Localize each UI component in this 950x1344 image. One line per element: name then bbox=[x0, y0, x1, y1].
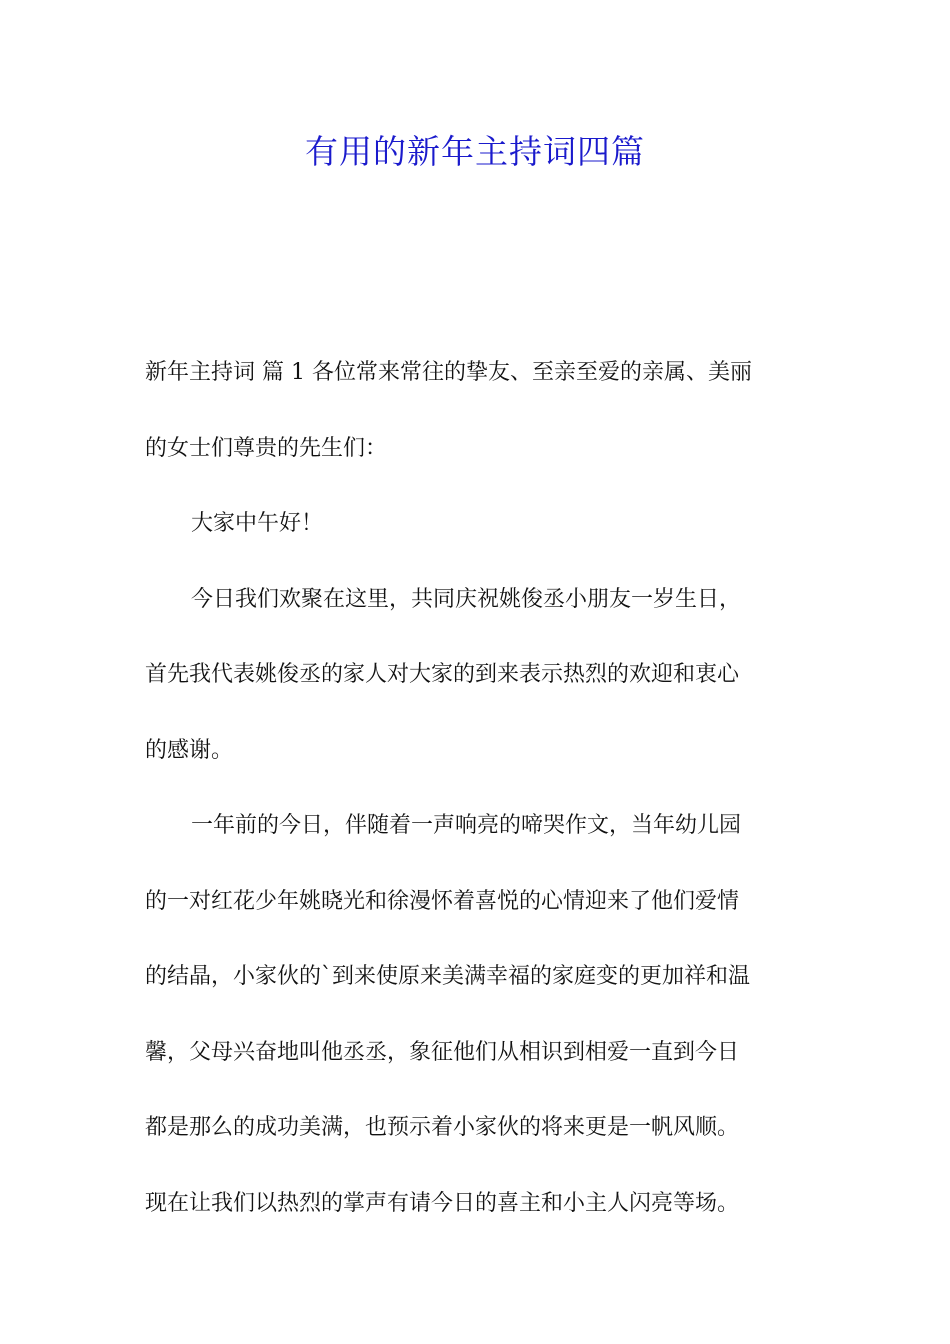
paragraph-line: 一年前的今日，伴随着一声响亮的啼哭作文，当年幼儿园 bbox=[191, 813, 742, 838]
document-body bbox=[145, 335, 810, 1241]
paragraph-line: 都是那么的成功美满，也预示着小家伙的将来更是一帆风顺。 bbox=[145, 1115, 740, 1140]
document-title: 有用的新年主持词四篇 bbox=[305, 132, 645, 171]
paragraph-line: 的女士们尊贵的先生们： bbox=[145, 435, 388, 461]
paragraph-line: 大家中午好！ bbox=[191, 511, 324, 536]
paragraph-line: 馨，父母兴奋地叫他丞丞，象征他们从相识到相爱一直到今日 bbox=[145, 1039, 740, 1065]
paragraph-line: 现在让我们以热烈的掌声有请今日的喜主和小主人闪亮等场。 bbox=[145, 1190, 740, 1216]
paragraph-line: 的一对红花少年姚晓光和徐漫怀着喜悦的心情迎来了他们爱情 bbox=[145, 888, 740, 914]
paragraph-line: 今日我们欢聚在这里，共同庆祝姚俊丞小朋友一岁生日， bbox=[191, 586, 742, 612]
paragraph-line: 新年主持词 篇 1 各位常来常往的挚友、至亲至爱的亲属、美丽 bbox=[145, 360, 752, 385]
paragraph-line: 的感谢。 bbox=[145, 737, 234, 763]
paragraph-line: 首先我代表姚俊丞的家人对大家的到来表示热烈的欢迎和衷心 bbox=[145, 662, 740, 687]
paragraph-line: 的结晶，小家伙的`到来使原来美满幸福的家庭变的更加祥和温 bbox=[145, 964, 751, 989]
